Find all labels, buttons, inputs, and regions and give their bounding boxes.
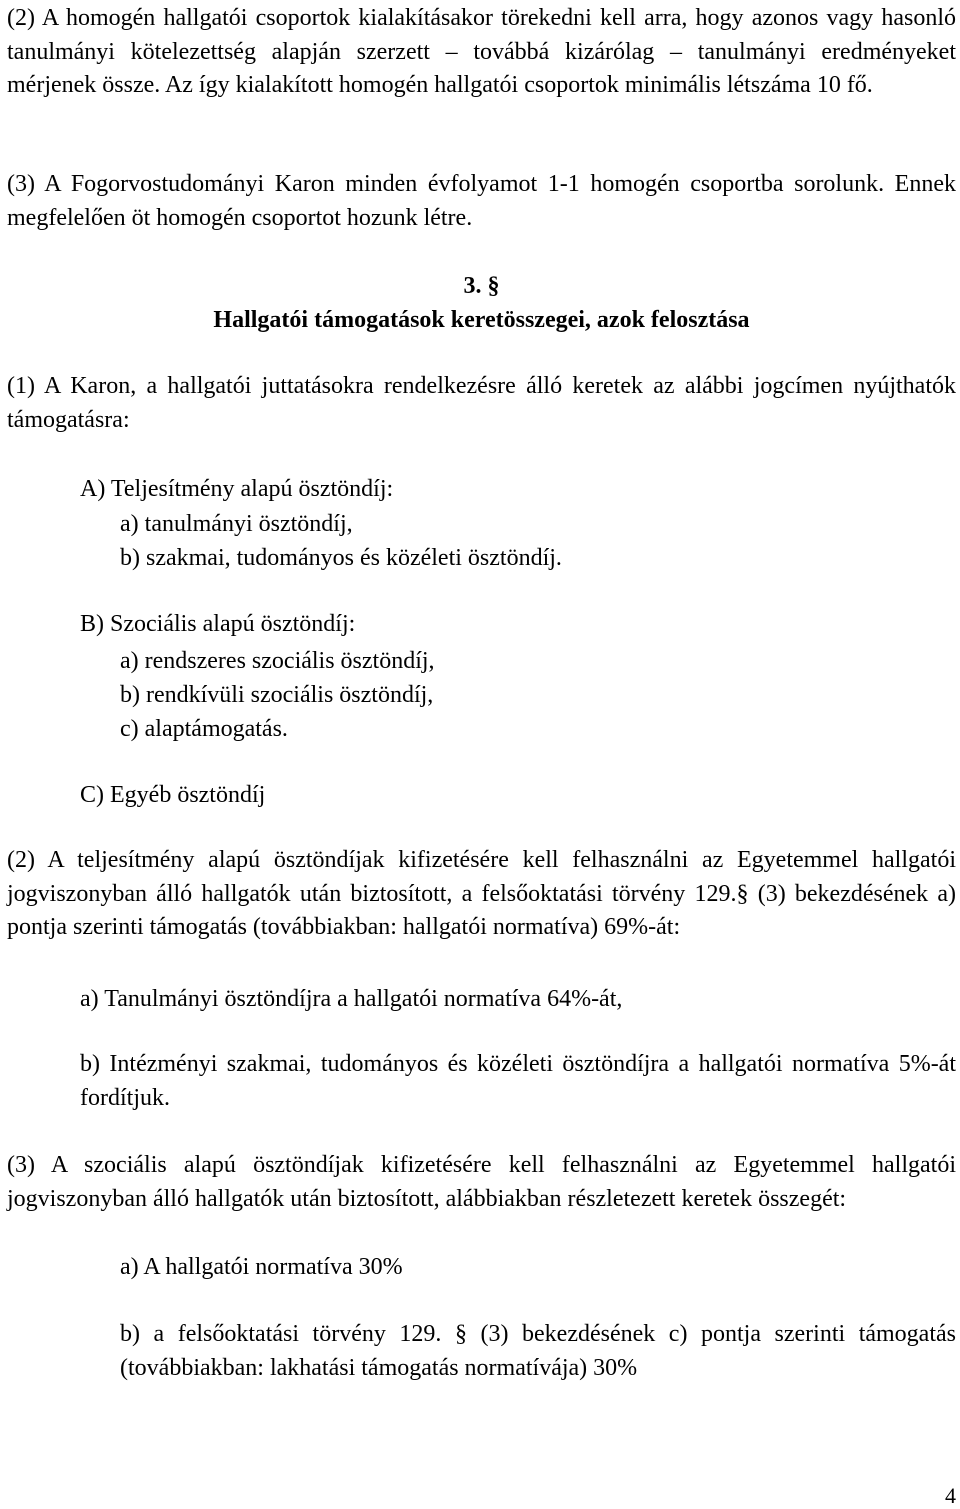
paragraph-3-item-b: b) a felsőoktatási törvény 129. § (3) bekezdésének c) pontja szerinti támogatás (továbbiakban: lakhatási támogatás normatívája) 30% xyxy=(120,1321,956,1381)
paragraph-2: (2) A teljesítmény alapú ösztöndíjak kifizetésére kell felhasználni az Egyetemmel hallgatói jogviszonyban álló hallgatók után biztosított, a felsőoktatási törvény 129.§ (3) bekezdésének a) pontja szerinti támogatás (továbbiakban: hallgatói normatíva) 69%-át: xyxy=(7,847,956,941)
list-b-item-3: c) alaptámogatás. xyxy=(120,716,288,742)
list-c-heading: C) Egyéb ösztöndíj xyxy=(80,782,266,808)
paragraph-1: (1) A Karon, a hallgatói juttatásokra rendelkezésre álló keretek az alábbi jogcímen nyújthatók támogatásra: xyxy=(7,373,956,433)
page-number: 4 xyxy=(945,1483,956,1508)
list-a-item-1: a) tanulmányi ösztöndíj, xyxy=(120,511,353,537)
section-title: Hallgatói támogatások keretösszegei, azok felosztása xyxy=(213,307,750,333)
section-number: 3. § xyxy=(463,273,500,299)
paragraph-section2-3: (3) A Fogorvostudományi Karon minden évfolyamot 1-1 homogén csoportba sorolunk. Ennek megfelelően öt homogén csoportot hozunk létre. xyxy=(7,171,956,231)
list-b-heading: B) Szociális alapú ösztöndíj: xyxy=(80,611,356,637)
list-b-item-1: a) rendszeres szociális ösztöndíj, xyxy=(120,648,435,674)
paragraph-3-item-a: a) A hallgatói normatíva 30% xyxy=(120,1254,403,1280)
list-b-item-2: b) rendkívüli szociális ösztöndíj, xyxy=(120,682,434,708)
paragraph-2-item-b: b) Intézményi szakmai, tudományos és közéleti ösztöndíjra a hallgatói normatíva 5%-át fordítjuk. xyxy=(80,1051,956,1111)
paragraph-3: (3) A szociális alapú ösztöndíjak kifizetésére kell felhasználni az Egyetemmel hallgatói jogviszonyban álló hallgatók után biztosított, alábbiakban részletezett keretek összegét: xyxy=(7,1152,956,1212)
list-a-heading: A) Teljesítmény alapú ösztöndíj: xyxy=(80,476,394,502)
paragraph-2-item-a: a) Tanulmányi ösztöndíjra a hallgatói normatíva 64%-át, xyxy=(80,986,623,1012)
paragraph-section2-2: (2) A homogén hallgatói csoportok kialakításakor törekedni kell arra, hogy azonos vagy hasonló tanulmányi kötelezettség alapján szerzett – továbbá kizárólag – tanulmányi eredményeket mérjenek össze. Az így kialakított homogén hallgatói csoportok minimális létszáma 10 fő. xyxy=(7,5,956,99)
list-a-item-2: b) szakmai, tudományos és közéleti ösztöndíj. xyxy=(120,545,562,571)
document-page xyxy=(7,0,956,1509)
